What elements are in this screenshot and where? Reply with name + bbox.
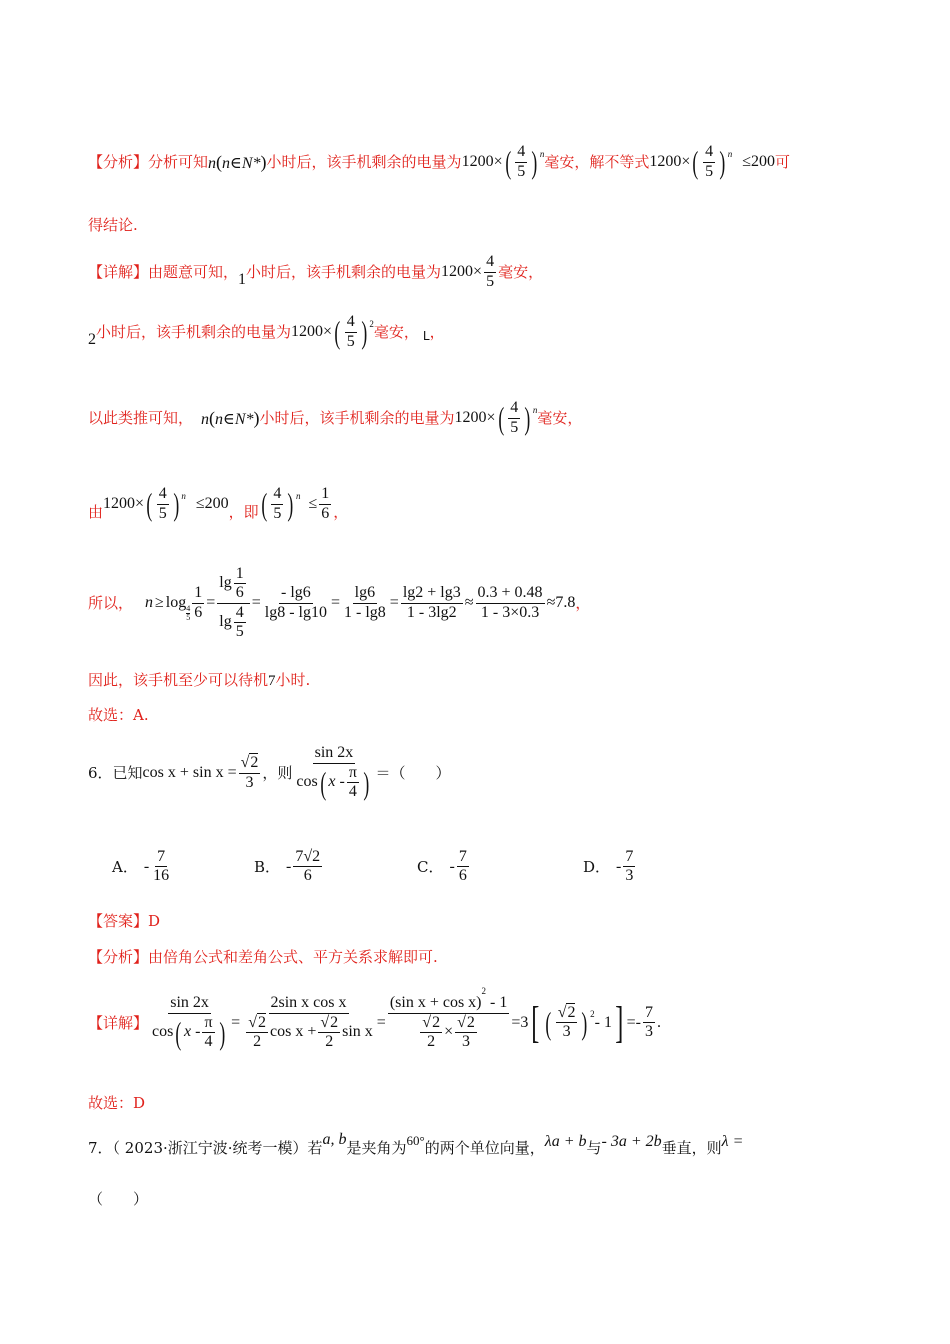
math-n-in-N-2: n(n∈N*) [201, 407, 260, 428]
detail-text-5: 毫安， [373, 322, 419, 341]
power-expression-1: 1200 × ( $\frac{4}{5}$ ) n [461, 143, 545, 180]
detail-comma: ， [429, 322, 445, 341]
q6-expression: sin 2x cos ( x - $\frac{\pi}{4}$ ) [296, 744, 370, 801]
analysis-text-1: 分析可知 [148, 152, 209, 171]
detail-text-1: 由题意可知， [148, 262, 239, 281]
power-expression-4: 1200 × ( $\frac{4}{5}$ ) n [454, 399, 538, 436]
q7-blank: （ ） [88, 1190, 149, 1208]
q6-tail: ＝（ ） [375, 763, 451, 782]
q6-detail [88, 988, 661, 1058]
analysis-line-1 [88, 142, 790, 182]
detail-line-3 [88, 398, 582, 438]
q6-condition: cos x + sin x = $\frac{√2}{3}$ [142, 754, 259, 791]
analysis-tag: 【分析】 [88, 152, 149, 171]
detail-line-2 [88, 312, 445, 352]
detail-text-9: 由 [88, 502, 104, 521]
q7-lambda: λ = [721, 1133, 744, 1150]
option-a[interactable]: A． - $\frac{7}{16}$ [112, 848, 170, 885]
inequality-2: 1200 × ( $\frac{4}{5}$ ) n ≤200 [103, 485, 229, 522]
q7-text-4: 垂直，则 [661, 1138, 722, 1157]
analysis-line-2: 得结论. [88, 216, 138, 234]
option-c[interactable]: C． - $\frac{7}{6}$ [417, 848, 467, 885]
detail-text-15: 小时. [275, 671, 311, 689]
q7-text-1: 是夹角为 [346, 1138, 407, 1157]
inequality-expression: 1200 × ( $\frac{4}{5}$ ) n ≤200 [649, 143, 776, 180]
detail-tag: 【详解】 [88, 262, 149, 281]
analysis-text-4: 可 [775, 152, 791, 171]
option-d[interactable]: D． - $\frac{7}{3}$ [583, 848, 634, 885]
standby-hours: 7 [268, 673, 276, 689]
detail-text-4: 小时后，该手机剩余的电量为 [96, 322, 292, 341]
q7-number: 7．（ 2023·浙江宁波·统考一模）若 [88, 1138, 323, 1157]
detail-text-3: 毫安， [498, 262, 544, 281]
power-expression-2: 1200 × $\frac{4}{5}$ [441, 253, 495, 290]
q6-then: ，则 [262, 763, 293, 782]
detail-text-2: 小时后，该手机剩余的电量为 [246, 262, 442, 281]
detail-text-10: ，即 [228, 502, 259, 521]
inequality-3: ( $\frac{4}{5}$ ) n ≤ $\frac{1}{6}$ [261, 485, 330, 522]
q7-text-2: 的两个单位向量， [424, 1138, 545, 1157]
q6-answer: 【答案】D [88, 912, 161, 930]
option-b[interactable]: B． - $\frac{7√2}{6}$ [254, 848, 321, 885]
detail-text-6: 以此类推可知， [88, 408, 194, 427]
q7-vectors: a, b [322, 1131, 347, 1148]
q6-derivation: sin 2x cos ( x - $\frac{\pi}{4}$ ) = 2sin x cos x $\frac{√2}{2}$ cos x + $\frac{√2}{2}$ sin x = (sin x + cos x)$^2$ - 1 $\frac{√2}{2}$ × $\frac{√2}{3}$ =3 [ ( $\frac{√2}{3}$ ) 2 - 1 ] =- $\frac{7}{3}$ . [152, 986, 661, 1051]
hour-1: 1 [238, 271, 247, 288]
hour-2: 2 [88, 331, 96, 348]
detail-line-6 [88, 673, 310, 689]
detail-line-4 [88, 484, 348, 524]
detail-text-11: ， [333, 502, 349, 521]
q6-analysis: 【分析】由倍角公式和差角公式、平方关系求解即可. [88, 948, 438, 966]
q7-vector-1: λa + b [544, 1133, 587, 1150]
detail-text-13: ， [575, 593, 591, 612]
detail-text-8: 毫安， [537, 408, 583, 427]
detail-line-1 [88, 252, 543, 292]
analysis-text-2: 小时后，该手机剩余的电量为 [266, 152, 462, 171]
detail-line-5 [88, 564, 591, 640]
detail-text-12: 所以， [88, 593, 134, 612]
detail-text-14: 因此，该手机至少可以待机 [88, 671, 269, 689]
ellipsis-dots: L [422, 329, 430, 343]
detail-choice: 故选：A. [88, 706, 149, 724]
q6-number: 6．已知 [88, 763, 143, 782]
q7-angle: 60° [406, 1132, 425, 1148]
q7-vector-2: - 3a + 2b [601, 1133, 662, 1150]
question-7 [88, 1128, 743, 1168]
power-expression-3: 1200 × ( $\frac{4}{5}$ ) 2 [291, 313, 374, 350]
math-n-in-N: n(n∈N*) [208, 151, 267, 172]
q6-choice: 故选：D [88, 1094, 146, 1112]
analysis-text-3: 毫安，解不等式 [544, 152, 650, 171]
log-computation: n ≥ log 4 5 $\frac{1}{6}$ = lg $\frac{1}{6}$ lg $\frac{4}{5}$ = $\frac{- \lg 6}{\lg 8 - \lg 10}$ = $\frac{\lg 6}{1 - \lg 8}$ = $\frac{\lg 2 + \lg 3}{1 - 3\lg 2}$ ≈ $\frac{0.3 + 0.48}{1 - 3\times 0.3}$ ≈ 7.8 [145, 564, 576, 640]
q6-detail-tag: 【详解】 [88, 1013, 149, 1032]
detail-text-7: 小时后，该手机剩余的电量为 [259, 408, 455, 427]
q7-text-3: 与 [586, 1138, 602, 1157]
question-6 [88, 738, 451, 808]
